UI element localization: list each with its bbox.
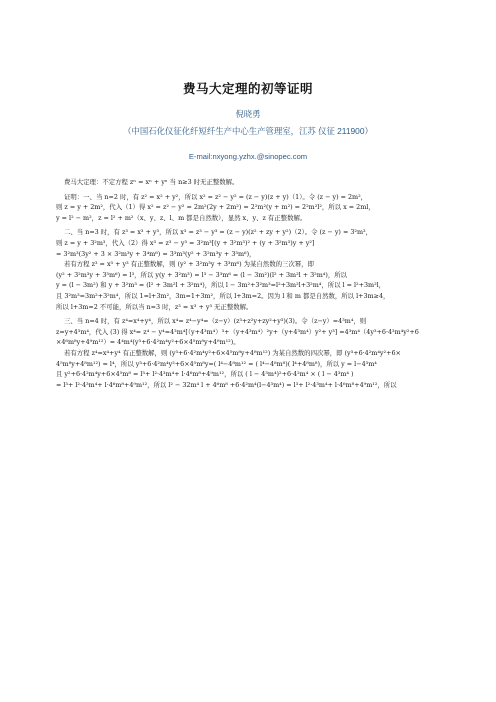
body-line [56, 390, 456, 401]
body-line: 且 y²+6·4²m⁴y+6×4⁵m⁸ = l³+ l²·4³m⁴+ l·4⁶m⁸+4⁹m¹²，所以 ( l − 4³m⁴)²+6·4²m⁴ × ( l − 4³m⁴ ) [56, 370, 354, 379]
body-line: y = (l − 3m²) 和 y + 3²m³ = (l² + 3m²l + 3²m⁴)，所以 l − 3m²+3²m³=l²+3m²l+3²m⁴，所以 l = l²+3m²l， [56, 281, 386, 290]
body-line: 费马大定理：不定方程 zⁿ = xⁿ + yⁿ 当 n≥3 时无正整数解。 [64, 178, 239, 186]
body-line: 则 z = y + 3²m³，代入（2）得 x³ = z³ − y³ = 3²m³[(y + 3²m³)² + (y + 3²m³)y + y²] [56, 238, 315, 247]
paper-title: 费马大定理的初等证明 [182, 81, 313, 96]
body-line: (y² + 3²m³y + 3³m⁶) = l³，所以 y(y + 3²m³) = l³ − 3³m⁶ = (l − 3m²)(l² + 3m²l + 3²m⁴)，所以 [56, 270, 348, 279]
paper-body [56, 177, 456, 401]
body-line: 若有方程 z⁴=x⁴+y⁴ 有正整数解，则 (y³+6·4²m⁴y²+6×4⁵m⁸y+4⁸m¹²) 为某自然数的四次幂，即 (y³+6·4²m⁴y²+6× [64, 348, 401, 357]
body-line: 4⁵m⁸y+4⁸m¹²) = l⁴，所以 y³+6·4²m⁴y²+6×4⁵m⁸y=( l⁴−4⁸m¹² = ( l⁴−4⁸m⁸)( l⁴+4⁸m⁸)，所以 y = l−4³m⁴ [56, 359, 377, 368]
body-line: y = l² − m²，z = l² + m²（x、y、z、l、m 都是自然数），显然 x、y、z 有正整数解。 [56, 213, 307, 222]
body-line: 二、当 n=3 时，有 z³ = x³ + y³，所以 x³ = z³ − y³ = (z − y)(z² + zy + y²)（2）。令 (z − y) = 3²m³， [64, 228, 372, 237]
body-line: = l³+ l²·4³m⁴+ l·4⁶m⁸+4⁹m¹²，所以 l² − 32m⁴ l + 4⁶m⁸ +6·4²m⁴(l−4³m⁴) = l³+ l²·4³m⁴+ l·4⁶m⁸+4⁹m¹²，所以 [56, 380, 397, 389]
body-line: 三、当 n=4 时，有 z⁴=x⁴+y⁴，所以 x⁴= z⁴−y⁴=（z−y）(z³+z²y+zy²+y³)(3)。令（z−y）=4³m⁴，则 [64, 317, 367, 326]
body-line: 且 3²m³=3m²+3²m⁴，所以 1=l+3m²，3m=1+3m²，所以 l+3m=2。因为 l 和 m 都是自然数，所以 l+3m≥4， [56, 291, 390, 300]
author-name: 倪晓勇 [235, 109, 261, 119]
body-line: z=y+4³m⁴，代入 (3) 得 x⁴= z⁴ − y⁴=4³m⁴[（y+4³m⁴）³+（y+4³m⁴）²y+（y+4³m⁴）y²+ y³] =4³m⁴（4y³+6·4³m⁴y²+6 [56, 327, 419, 336]
email-address[interactable]: E-mail:nxyong.yzhx.@sinopec.com [188, 152, 308, 161]
body-line: 则 z = y + 2m²，代入（1）得 x² = z² − y² = 2m²(2y + 2m²) = 2²m²(y + m²) = 2²m²l²，所以 x = 2ml， [56, 203, 375, 212]
body-line: ×4⁶m⁸y+4⁹m¹²）= 4⁴m⁴(y³+6·4²m⁴y²+6×4⁵m⁸y+4⁸m¹²)。 [56, 338, 240, 347]
body-line: = 3²m³(3y² + 3 × 3²m³y + 3⁴m⁶) = 3³m³(y² + 3²m³y + 3³m⁶)， [56, 249, 256, 258]
affiliation: （中国石化仪征化纤短纤生产中心生产管理室，江苏 仪征 211900） [123, 126, 373, 136]
body-line: 若有方程 z³ = x³ + y³ 有正整数解，则 (y² + 3²m³y + 3³m⁶) 为某自然数的三次幂，即 [64, 260, 314, 269]
body-line: 证明：一、当 n=2 时，有 z² = x² + y²，所以 x² = z² − y² = (z − y)(z + y)（1）。令 (z − y) = 2m²， [64, 192, 368, 201]
body-line: 所以 l+3m=2 不可能，所以当 n=3 时，z³ = x³ + y³ 无正整数解。 [56, 302, 253, 311]
